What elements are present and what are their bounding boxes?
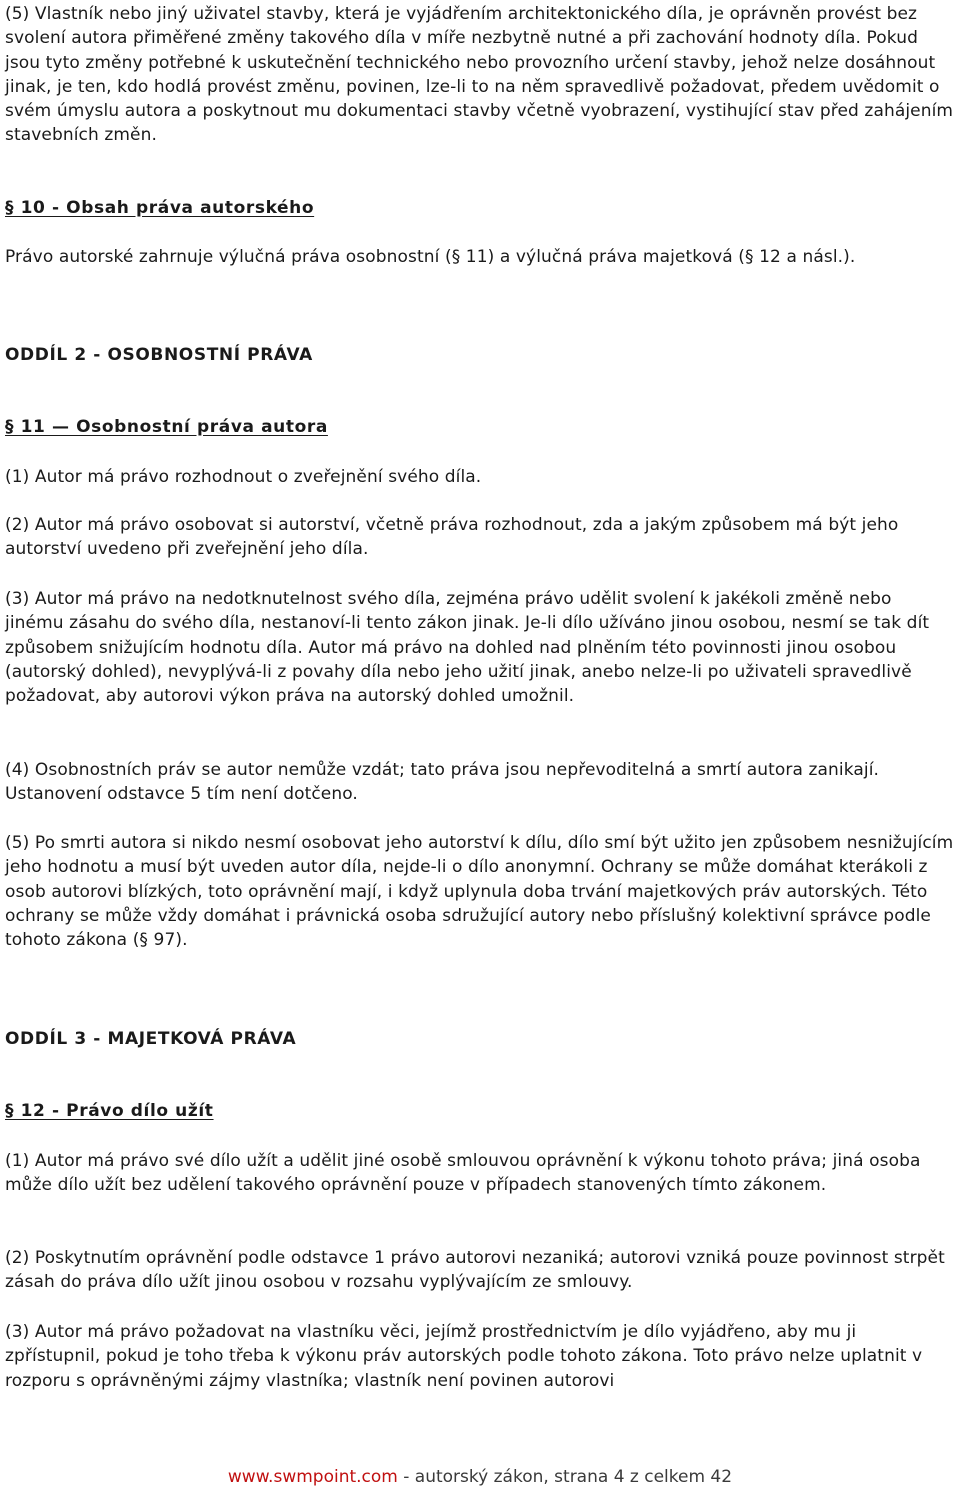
section-12-heading: § 12 - Právo dílo užít [5, 1101, 214, 1121]
oddil-3-heading: ODDÍL 3 - MAJETKOVÁ PRÁVA [5, 1029, 297, 1049]
footer-page-info: - autorský zákon, strana 4 z celkem 42 [397, 1467, 733, 1487]
section-12-paragraph-2: (2) Poskytnutím oprávnění podle odstavce 1 právo autorovi nezaniká; autorovi vzniká pouze povinnost strpět zásah do práva dílo užít jinou osobou v rozsahu vyplývajícím ze smlouvy. [5, 1248, 945, 1293]
section-12-paragraph-3: (3) Autor má právo požadovat na vlastníku věci, jejímž prostřednictvím je dílo vyjádřeno, aby mu ji zpřístupnil, pokud je toho třeba k výkonu práv autorských podle tohoto zákona. Toto právo nelze uplatnit v rozporu s oprávněnými zájmy vlastníka; vlastník není povinen autorovi [5, 1322, 923, 1391]
section-11-heading: § 11 — Osobnostní práva autora [5, 417, 328, 437]
oddil-2-heading: ODDÍL 2 - OSOBNOSTNÍ PRÁVA [5, 345, 313, 365]
section-11-paragraph-5: (5) Po smrti autora si nikdo nesmí osobovat jeho autorství k dílu, dílo smí být užito jen způsobem nesnižujícím jeho hodnotu a musí být uveden autor díla, nejde-li o dílo anonymní. Ochrany se může domáhat kterákoli z osob autorovi blízkých, toto oprávnění mají, i když uplynula doba trvání majetkových práv autorských. Této ochrany se může vždy domáhat i právnická osoba sdružující autory nebo příslušný kolektivní správce podle tohoto zákona (§ 97). [5, 833, 954, 951]
section-11-paragraph-3: (3) Autor má právo na nedotknutelnost svého díla, zejména právo udělit svolení k jakékoli změně nebo jinému zásahu do svého díla, nestanoví-li tento zákon jinak. Je-li dílo užíváno jinou osobou, nesmí se tak dít způsobem snižujícím hodnotu díla. Autor má právo na dohled nad plněním této povinnosti jinou osobou (autorský dohled), nevyplývá-li z povahy díla nebo jeho užití jinak, anebo nelze-li po uživateli spravedlivě požadovat, aby autorovi výkon práva na autorský dohled umožnil. [5, 589, 930, 707]
section-11-paragraph-2: (2) Autor má právo osobovat si autorství, včetně práva rozhodnout, zda a jakým způsobem má být jeho autorství uvedeno při zveřejnění jeho díla. [5, 515, 899, 560]
page-footer [0, 1466, 960, 1488]
section-11-paragraph-4: (4) Osobnostních práv se autor nemůže vzdát; tato práva jsou nepřevoditelná a smrtí autora zanikají. Ustanovení odstavce 5 tím není dotčeno. [5, 760, 880, 805]
section-10-heading: § 10 - Obsah práva autorského [5, 198, 315, 218]
paragraph-5-architectural: (5) Vlastník nebo jiný uživatel stavby, která je vyjádřením architektonického díla, je oprávněn provést bez svolení autora přiměřené změny takového díla v míře nezbytně nutné a při zachování hodnoty díla. Pokud jsou tyto změny potřebné k uskutečnění technického nebo provozního určení stavby, jehož nelze dosáhnout jinak, je ten, kdo hodlá provést změnu, povinen, lze-li to na něm spravedlivě požadovat, předem uvědomit o svém úmyslu autora a poskytnout mu dokumentaci stavby včetně vyobrazení, vystihující stav před zahájením stavebních změn. [5, 4, 954, 146]
section-11-paragraph-1: (1) Autor má právo rozhodnout o zveřejnění svého díla. [5, 467, 482, 487]
section-12-paragraph-1: (1) Autor má právo své dílo užít a udělit jiné osobě smlouvou oprávnění k výkonu tohoto práva; jiná osoba může dílo užít bez udělení takového oprávnění pouze v případech stanovených tímto zákonem. [5, 1151, 921, 1196]
section-10-text: Právo autorské zahrnuje výlučná práva osobnostní (§ 11) a výlučná práva majetková (§ 12 a násl.). [5, 247, 856, 267]
footer-website-link[interactable]: www.swmpoint.com [227, 1467, 398, 1487]
